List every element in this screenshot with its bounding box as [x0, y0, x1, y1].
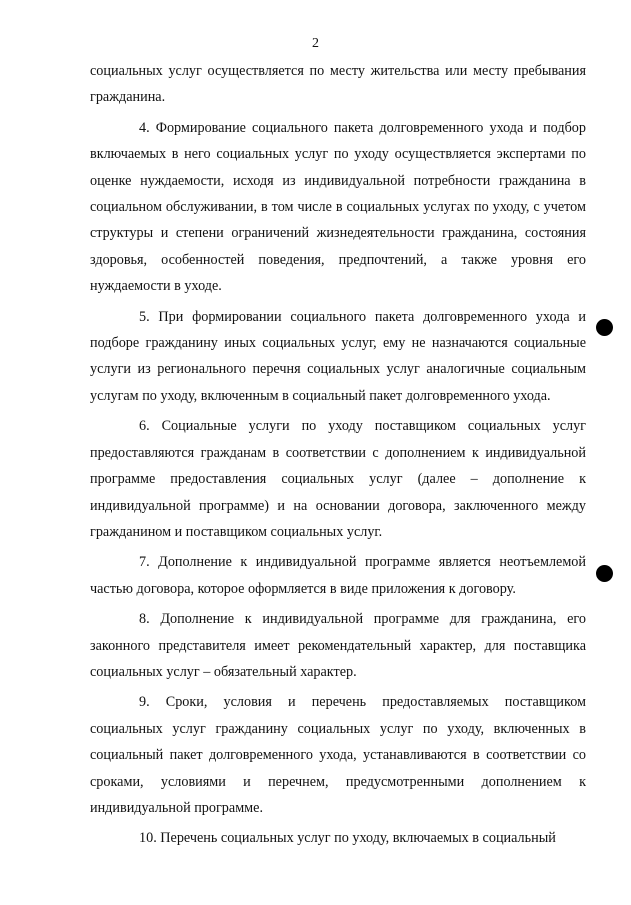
paragraph-10: 10. Перечень социальных услуг по уходу, включаемых в социальный: [139, 830, 556, 847]
paragraph-7: 7. Дополнение к индивидуальной программе является неотъемлемой частью договора, которое оформляется в виде приложения к договору.: [90, 554, 586, 597]
paragraph-continuation: социальных услуг осуществляется по месту жительства или месту пребывания гражданина.: [90, 63, 586, 106]
punch-hole-mark: [596, 319, 613, 336]
punch-hole-mark: [596, 565, 613, 582]
page-number: 2: [312, 36, 319, 51]
paragraph-9: 9. Сроки, условия и перечень предоставляемых поставщиком социальных услуг гражданину социальных услуг по уходу, включенных в социальный пакет долговременного ухода, устанавливаются в соответствии со сроками, условиями и перечнем, предусмотренными дополнением к индивидуальной программе.: [90, 694, 586, 816]
document-body: [90, 58, 586, 852]
paragraph-4: 4. Формирование социального пакета долговременного ухода и подбор включаемых в него социальных услуг по уходу осуществляется экспертами по оценке нуждаемости, исходя из индивидуальной потребности гражданина в социальном обслуживании, в том числе в социальных услугах по уходу, с учетом структуры и степени ограничений жизнедеятельности гражданина, состояния здоровья, особенностей поведения, предпочтений, а также уровня его нуждаемости в уходе.: [90, 119, 586, 295]
paragraph-5: 5. При формировании социального пакета долговременного ухода и подборе гражданину иных социальных услуг, ему не назначаются социальные услуги из регионального перечня социальных услуг аналогичные социальным услугам по уходу, включенным в социальный пакет долговременного ухода.: [90, 308, 586, 404]
paragraph-8: 8. Дополнение к индивидуальной программе для гражданина, его законного представителя имеет рекомендательный характер, для поставщика социальных услуг – обязательный характер.: [90, 611, 586, 680]
paragraph-6: 6. Социальные услуги по уходу поставщиком социальных услуг предоставляются гражданам в соответствии с дополнением к индивидуальной программе предоставления социальных услуг (далее – дополнение к индивидуальной программе) и на основании договора, заключенного между гражданином и поставщиком социальных услуг.: [90, 418, 586, 540]
